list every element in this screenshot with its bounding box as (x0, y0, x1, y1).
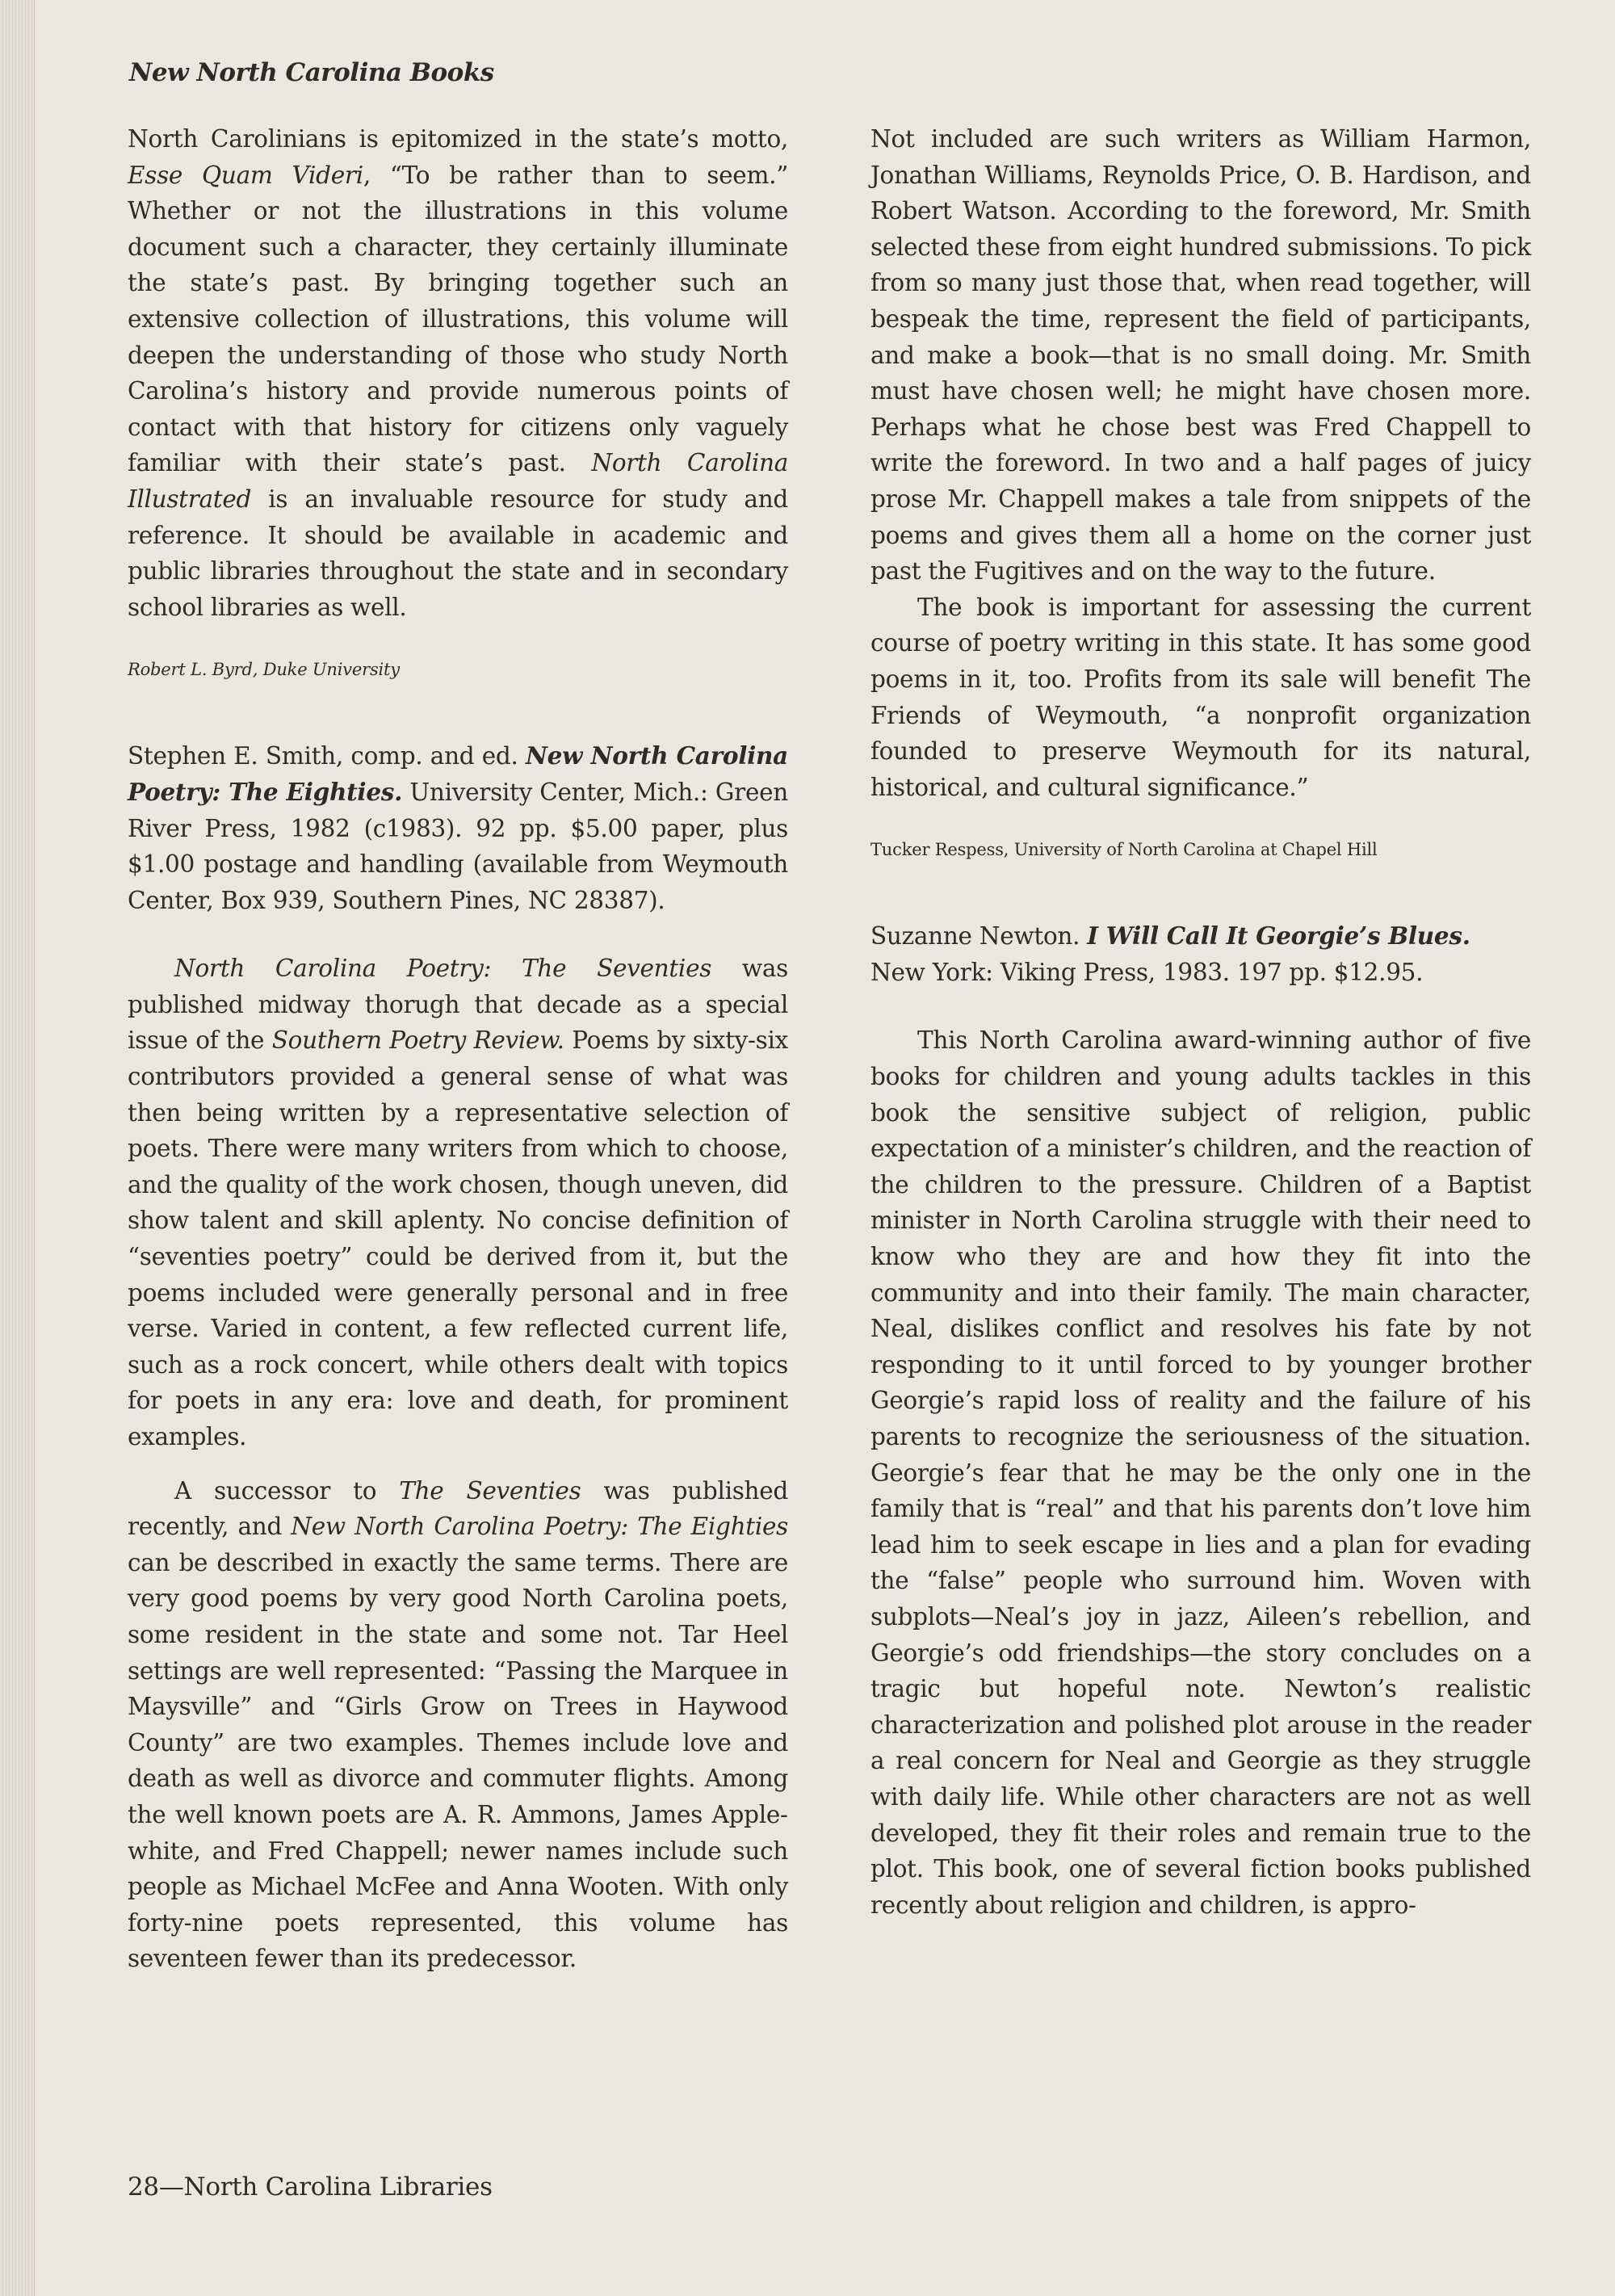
left-column (128, 121, 788, 1977)
reviewer-byline: Tucker Respess, University of North Carolina at Chapel Hill (870, 840, 1378, 860)
italic-title: Southern Poetry Review. (271, 1026, 564, 1055)
review-paragraph: North Carolina Poetry: The Seventies was published midway thorugh that decade as a special issue of the Southern Poetry Review. Poems by sixty-six contributors provided a general sense of what was then being written by a representative selection of poets. There were many writers from which to choose, and the quality of the work chosen, though uneven, did show talent and skill aplenty. No concise definition of “seventies poetry” could be derived from it, but the poems included were generally personal and in free verse. Varied in content, a few reflected current life, such as a rock concert, while others dealt with topics for poets in any era: love and death, for prominent examples. (128, 955, 788, 1450)
page-binding-edge (0, 0, 35, 2296)
review-paragraph: A successor to The Seventies was published recently, and New North Carolina Poetry: The Eighties can be described in exactly the same terms. There are very good poems by very good North Carolina poets, some resident in the state and some not. Tar Heel settings are well represented: “Passing the Marquee in Maysville” and “Girls Grow on Trees in Haywood County” are two examples. Themes include love and death as well as divorce and commuter flights. Among the well known poets are A. R. Ammons, James Applewhite, and Fred Chappell; newer names include such people as Michael McFee and Anna Wooten. With only forty-nine poets represented, this volume has seventeen fewer than its predecessor. (128, 1476, 788, 1973)
book-title: I Will Call It Georgie’s Blues. (1087, 921, 1470, 951)
book-citation: Suzanne Newton. I Will Call It Georgie’s Blues. New York: Viking Press, 1983. 197 pp. $12.95. (870, 921, 1470, 986)
review-paragraph: The book is important for assessing the current course of poetry writing in this state. It has some good poems in it, too. Profits from its sale will benefit The Friends of Weymouth, “a nonprofit organization founded to preserve Weymouth for its natural, historical, and cultural significance.” (870, 593, 1531, 801)
book-citation: Stephen E. Smith, comp. and ed. New North Carolina Poetry: The Eighties. University Center, Mich.: Green River Press, 1982 (c1983). 92 pp. $5.00 paper, plus $1.00 postage and handling (available from Weymouth Center, Box 939, Southern Pines, NC 28387). (128, 741, 788, 914)
reviewer-byline: Robert L. Byrd, Duke University (128, 660, 400, 680)
review-paragraph: This North Carolina award-winning author of five books for children and young adults tackles in this book the sensitive subject of religion, public expectation of a minister’s children, and the reaction of the children to the pressure. Children of a Baptist minister in North Carolina struggle with their need to know who they are and how they fit into the community and into their family. The main character, Neal, dislikes conflict and resolves his fate by not responding to it until forced to by younger brother Georgie’s rapid loss of reality and the failure of his parents to recognize the seriousness of the situation. Georgie’s fear that he may be the only one in the family that is “real” and that his parents don’t love him lead him to seek escape in lies and a plan for evading the “false” people who surround him. Woven with subplots—Neal’s joy in jazz, Aileen’s rebellion, and Georgie’s odd friendships—the story concludes on a tragic but hopeful note. Newton’s realistic characterization and polished plot arouse in the reader a real concern for Neal and Georgie as they struggle with daily life. While other characters are not as well developed, they fit their roles and remain true to the plot. This book, one of several fiction books published recently about religion and children, is appro- (870, 1026, 1531, 1919)
book-title: New North Carolina Poetry: The Eighties. (128, 741, 788, 806)
italic-title: North Carolina Poetry: The Seventies (174, 955, 712, 983)
review-paragraph: Not included are such writers as William Harmon, Jonathan Williams, Reynolds Price, O. B. Hardison, and Robert Watson. According to the foreword, Mr. Smith selected these from eight hundred submissions. To pick from so many just those that, when read together, will bespeak the time, represent the field of participants, and make a book—that is no small doing. Mr. Smith must have chosen well; he might have chosen more. Perhaps what he chose best was Fred Chappell to write the foreword. In two and a half pages of juicy prose Mr. Chappell makes a tale from snippets of the poems and gives them all a home on the corner just past the Fugitives and on the way to the future. (870, 125, 1531, 586)
italic-title: North Carolina Illustrated (128, 449, 788, 513)
page-footer: 28—North Carolina Libraries (128, 2172, 493, 2202)
running-head: New North Carolina Books (129, 58, 494, 87)
right-column (870, 121, 1531, 1923)
italic-title: The Seventies (399, 1476, 581, 1505)
italic-title: Esse Quam Videri (128, 161, 363, 189)
review-paragraph: North Carolinians is epitomized in the state’s motto, Esse Quam Videri, “To be rather than to seem.” Whether or not the illustrations in this volume document such a character, they certainly illuminate the state’s past. By bringing together such an extensive collection of illustrations, this volume will deepen the understanding of those who study North Carolina’s history and provide numerous points of contact with that history for citizens only vaguely familiar with their state’s past. North Carolina Illustrated is an invaluable resource for study and reference. It should be available in academic and public libraries throughout the state and in secondary school libraries as well. (128, 125, 788, 621)
italic-title: New North Carolina Poetry: The Eighties (291, 1513, 788, 1541)
